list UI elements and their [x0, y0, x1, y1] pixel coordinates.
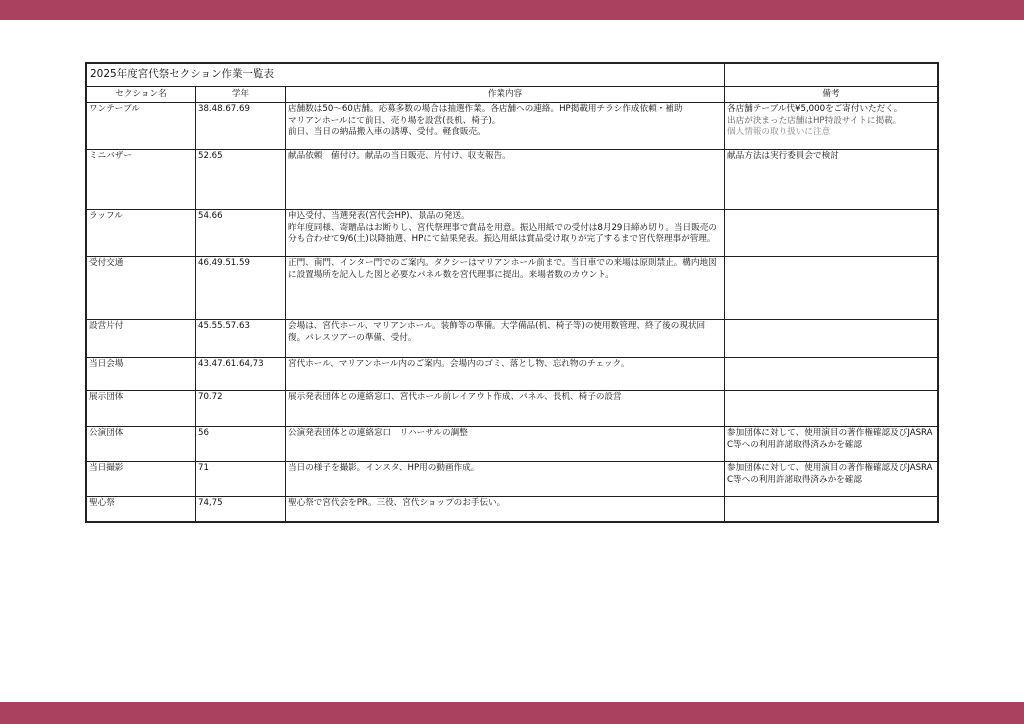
section-name: 設営片付: [87, 320, 196, 358]
table-row: [87, 320, 938, 358]
header-work: 作業内容: [286, 87, 725, 103]
notes-cell: [725, 103, 938, 150]
table-row: [87, 497, 938, 522]
work-cell: 正門、南門、インター門でのご案内。タクシーはマリアンホール前まで。当日車での来場は原則禁止。構内地図に設置場所を記入した図と必要なパネル数を宮代理事に提出。来場者数のカウント。: [286, 257, 725, 320]
grade-cell: 70.72: [196, 391, 286, 427]
section-name: 展示団体: [87, 391, 196, 427]
work-cell: 会場は、宮代ホール、マリアンホール。装飾等の準備。大学備品(机、椅子等)の使用数管理、終了後の現状回復。パレスツアーの準備、受付。: [286, 320, 725, 358]
notes-cell: 献品方法は実行委員会で検討: [725, 150, 938, 210]
notes-cell: 参加団体に対して、使用演目の著作権確認及びJASRAC等への利用許諾取得済みかを確認: [725, 462, 938, 497]
section-name: ミニバザー: [87, 150, 196, 210]
grade-cell: 45.55.57.63: [196, 320, 286, 358]
notes-cell: [725, 257, 938, 320]
grade-cell: 43.47.61.64,73: [196, 358, 286, 391]
section-name: 公演団体: [87, 427, 196, 462]
note-line: 個人情報の取り扱いに注意: [727, 127, 831, 137]
table-row: [87, 358, 938, 391]
header-section: セクション名: [87, 87, 196, 103]
header-grade: 学年: [196, 87, 286, 103]
table-row: [87, 391, 938, 427]
note-line: 各店舗テーブル代¥5,000をご寄付いただく。: [727, 104, 903, 114]
title-row-blank-cell: [725, 64, 938, 87]
work-cell: 展示発表団体との連絡窓口、宮代ホール前レイアウト作成、パネル、長机、椅子の設営: [286, 391, 725, 427]
header-notes: 備考: [725, 87, 938, 103]
grade-cell: 56: [196, 427, 286, 462]
notes-cell: [725, 358, 938, 391]
table-row: [87, 210, 938, 257]
bottom-accent-bar: [0, 702, 1024, 724]
notes-cell: [725, 391, 938, 427]
title-row: [87, 64, 938, 87]
table-row: [87, 462, 938, 497]
work-cell: 聖心祭で宮代会をPR。三役、宮代ショップのお手伝い。: [286, 497, 725, 522]
grade-cell: 74,75: [196, 497, 286, 522]
notes-cell: [725, 210, 938, 257]
work-cell: 献品依頼 値付け。献品の当日販売、片付け、収支報告。: [286, 150, 725, 210]
work-cell: 当日の様子を撮影。インスタ、HP用の動画作成。: [286, 462, 725, 497]
work-cell: 宮代ホール、マリアンホール内のご案内。会場内のゴミ、落とし物、忘れ物のチェック。: [286, 358, 725, 391]
top-accent-bar: [0, 0, 1024, 20]
notes-cell: [725, 497, 938, 522]
notes-cell: 参加団体に対して、使用演目の著作権確認及びJASRAC等への利用許諾取得済みかを確認: [725, 427, 938, 462]
section-name: ラッフル: [87, 210, 196, 257]
header-row: [87, 87, 938, 103]
table-row: [87, 150, 938, 210]
grade-cell: 54.66: [196, 210, 286, 257]
table-row: [87, 103, 938, 150]
section-name: ワンテーブル: [87, 103, 196, 150]
section-name: 当日会場: [87, 358, 196, 391]
section-name: 受付交通: [87, 257, 196, 320]
grade-cell: 52.65: [196, 150, 286, 210]
note-line: 出店が決まった店舗はHP特設サイトに掲載。: [727, 115, 902, 126]
table-title: 2025年度宮代祭セクション作業一覧表: [87, 64, 725, 87]
section-name: 聖心祭: [87, 497, 196, 522]
section-name: 当日撮影: [87, 462, 196, 497]
grade-cell: 46.49.51.59: [196, 257, 286, 320]
notes-cell: [725, 320, 938, 358]
grade-cell: 38.48.67.69: [196, 103, 286, 150]
work-cell: 公演発表団体との連絡窓口 リハーサルの調整: [286, 427, 725, 462]
table-row: [87, 257, 938, 320]
grade-cell: 71: [196, 462, 286, 497]
section-work-table: [86, 63, 938, 522]
work-cell: 店舗数は50～60店舗。応募多数の場合は抽選作業。各店舗への連絡。HP掲載用チラシ作成依頼・補助 マリアンホールにて前日、売り場を設営(長机、椅子)。 前日、当日の納品搬入車の誘導、受付。軽食販売。: [286, 103, 725, 150]
work-cell: 申込受付、当選発表(宮代会HP)、景品の発送。 昨年度同様、寄贈品はお断りし、宮代祭理事で賞品を用意。振込用紙での受付は8月29日締め切り。当日販売の分も合わせて9/6(土)以降抽選、HPにて結果発表。振込用紙は賞品受け取りが完了するまで宮代祭理事が管理。: [286, 210, 725, 257]
table-row: [87, 427, 938, 462]
